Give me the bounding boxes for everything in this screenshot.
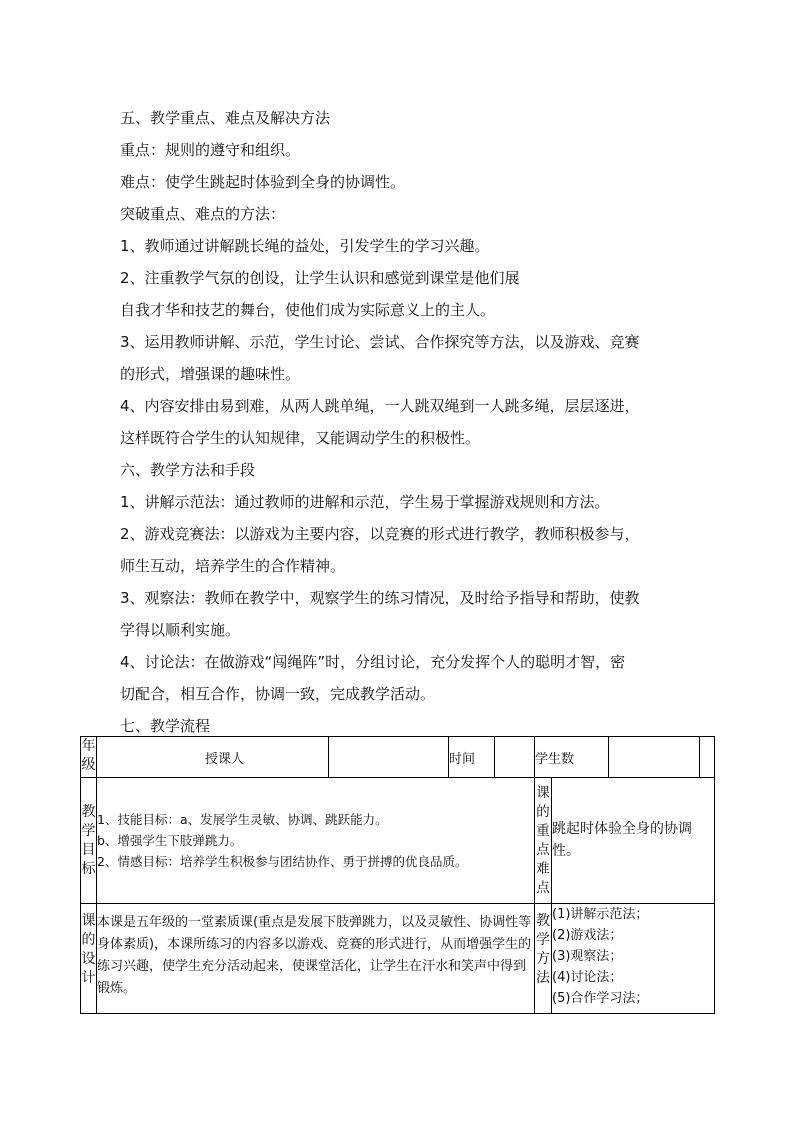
- section-heading-7: 七、教学流程: [120, 717, 211, 735]
- section-heading-6: 六、教学方法和手段: [120, 461, 256, 479]
- method-list-item-5: (5)合作学习法；: [552, 991, 649, 1006]
- grade-label: 年 级: [81, 737, 97, 778]
- method-item-1: 1、讲解示范法：通过教师的进解和示范，学生易于掌握游戏规则和方法。: [120, 493, 610, 511]
- teaching-flow-table: [80, 736, 715, 1014]
- methods-label: 教 学 方 法: [535, 904, 552, 1014]
- section-heading-5: 五、教学重点、难点及解决方法: [120, 109, 331, 127]
- goals-label: 教 学 目 标: [81, 778, 97, 904]
- method-item-2-cont: 师生互动，培养学生的合作精神。: [120, 557, 346, 575]
- time-label: 时间: [449, 737, 495, 778]
- breakthrough-item-3: 3、运用教师讲解、示范，学生讨论、尝试、合作探究等方法，以及游戏、竞赛: [120, 333, 640, 351]
- method-item-4: 4、讨论法：在做游戏“闯绳阵”时，分组讨论，充分发挥个人的聪明才智，密: [120, 653, 626, 671]
- method-item-3-cont: 学得以顺利实施。: [120, 621, 241, 639]
- design-row: [81, 904, 715, 1014]
- teacher-value: [329, 737, 449, 778]
- students-value: [609, 737, 700, 778]
- difficulty-text: 难点：使学生跳起时体验到全身的协调性。: [120, 173, 406, 191]
- students-label: 学生数: [535, 737, 609, 778]
- method-list-item-2: (2)游戏法；: [552, 928, 623, 943]
- goal-line-3: 2、情感目标：培养学生积极参与团结协作、勇于拼搏的优良品质。: [97, 854, 468, 869]
- goal-line-2: b、增强学生下肢弹跳力。: [97, 833, 243, 848]
- method-item-4-cont: 切配合，相互合作，协调一致，完成教学活动。: [120, 685, 436, 703]
- breakthrough-item-3-cont: 的形式，增强课的趣味性。: [120, 365, 301, 383]
- method-item-3: 3、观察法：教师在教学中，观察学生的练习情况，及时给予指导和帮助，使教: [120, 589, 640, 607]
- breakthrough-item-1: 1、教师通过讲解跳长绳的益处，引发学生的学习兴趣。: [120, 237, 490, 255]
- key-point-text: 重点：规则的遵守和组织。: [120, 141, 301, 159]
- keypoint-value: 跳起时体验全身的协调性。: [552, 778, 715, 904]
- goals-content: [97, 778, 535, 904]
- teacher-label: 授课人: [97, 737, 329, 778]
- breakthrough-item-4: 4、内容安排由易到难，从两人跳单绳，一人跳双绳到一人跳多绳，层层逐进，: [120, 397, 640, 415]
- method-list-item-4: (4)讨论法；: [552, 970, 623, 985]
- header-extra: [700, 737, 715, 778]
- design-label: 课 的 设 计: [81, 904, 97, 1014]
- breakthrough-item-4-cont: 这样既符合学生的认知规律，又能调动学生的积极性。: [120, 429, 481, 447]
- header-row: [81, 737, 715, 778]
- breakthrough-item-2: 2、注重教学气氛的创设，让学生认识和感觉到课堂是他们展: [120, 269, 520, 287]
- design-content: 本课是五年级的一堂素质课(重点是发展下肢弹跳力，以及灵敏性、协调性等身体素质)，本课所练习的内容多以游戏、竞赛的形式进行，从而增强学生的练习兴趣，使学生充分活动起来，使课堂活化，让学生在汗水和笑声中得到锻炼。: [97, 904, 535, 1014]
- method-item-2: 2、游戏竞赛法：以游戏为主要内容，以竞赛的形式进行教学，教师积极参与，: [120, 525, 640, 543]
- method-list-item-1: (1)讲解示范法；: [552, 907, 649, 922]
- methods-list: [552, 904, 715, 1014]
- method-list-item-3: (3)观察法；: [552, 949, 623, 964]
- goals-row: [81, 778, 715, 904]
- breakthrough-title: 突破重点、难点的方法：: [120, 205, 286, 223]
- time-value: [495, 737, 535, 778]
- breakthrough-item-2-cont: 自我才华和技艺的舞台，使他们成为实际意义上的主人。: [120, 301, 496, 319]
- goal-line-1: 1、技能目标：a、发展学生灵敏、协调、跳跃能力。: [97, 812, 388, 827]
- keypoint-label: 课 的 重 点 难 点: [535, 778, 552, 904]
